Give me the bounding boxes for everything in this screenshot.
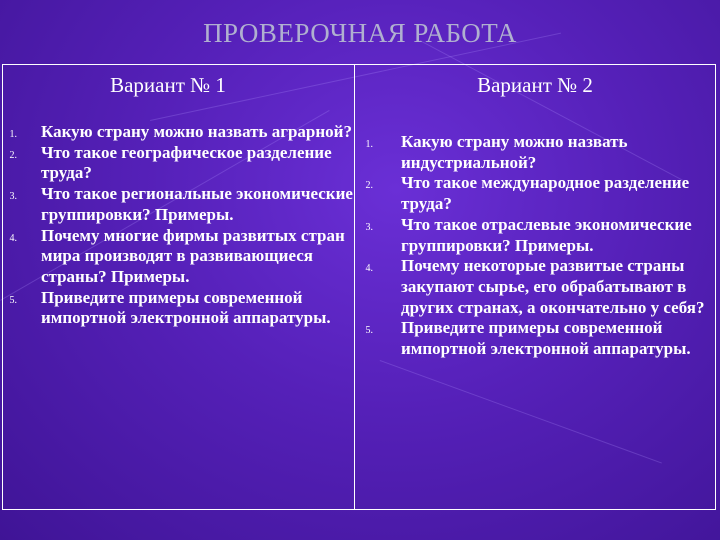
list-item (355, 256, 713, 318)
list-item (355, 132, 713, 173)
list-item (3, 226, 354, 288)
item-number: 3. (365, 221, 373, 233)
item-number: 1. (9, 129, 17, 140)
question-text: Приведите примеры современной импортной электронной аппаратуры. (401, 318, 691, 359)
list-item (355, 215, 713, 256)
question-text: Какую страну можно назвать аграрной? (41, 122, 352, 141)
variant-2-column (355, 65, 715, 509)
item-number: 2. (365, 180, 373, 192)
question-text: Почему некоторые развитые страны закупают сырье, его обрабатывают в других странах, а окончательно у себя? (401, 256, 705, 317)
page-title: ПРОВЕРОЧНАЯ РАБОТА (203, 18, 517, 48)
question-text: Приведите примеры современной импортной электронной аппаратуры. (41, 287, 331, 328)
variant-1-column (3, 65, 354, 509)
question-text: Что такое географическое разделение труда? (41, 142, 332, 183)
question-text: Что такое региональные экономические группировки? Примеры. (41, 184, 353, 224)
list-item (3, 122, 354, 143)
variant-1-heading: Вариант № 1 (110, 73, 226, 97)
question-text: Почему многие фирмы развитых стран мира производят в развивающиеся страны? Примеры. (41, 225, 345, 286)
question-text: Что такое отраслевые экономические группировки? Примеры. (401, 214, 692, 255)
list-item (3, 143, 354, 184)
item-number: 3. (9, 191, 17, 203)
question-text: Что такое международное разделение труда? (401, 173, 690, 214)
item-number: 2. (9, 149, 17, 161)
item-number: 4. (365, 263, 373, 275)
list-item (355, 173, 713, 214)
list-item (3, 184, 354, 225)
variant-1-question-list (3, 122, 354, 329)
comparison-table (2, 64, 716, 510)
list-item (355, 318, 713, 359)
variant-2-heading: Вариант № 2 (477, 73, 593, 97)
question-text: Какую страну можно назвать индустриальной? (401, 132, 628, 172)
list-item (3, 288, 354, 329)
item-number: 4. (9, 232, 17, 244)
variant-2-question-list (355, 132, 713, 360)
item-number: 1. (365, 139, 373, 150)
item-number: 5. (365, 325, 373, 337)
item-number: 5. (9, 294, 17, 306)
